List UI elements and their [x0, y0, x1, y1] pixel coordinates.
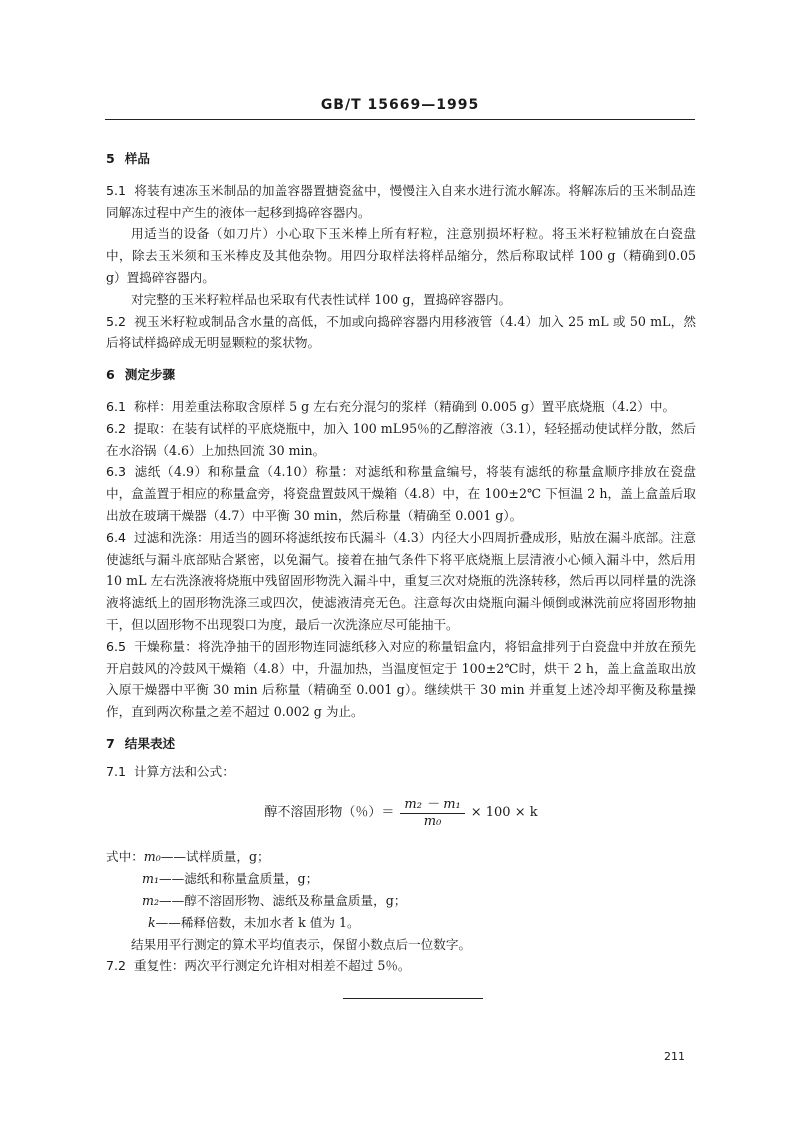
clause-text: 提取：在装有试样的平底烧瓶中，加入 100 mL95％的乙醇溶液（3.1），轻轻摇动使试样分散，然后在水浴锅（4.6）上加热回流 30 min。	[106, 420, 696, 458]
formula-rhs: × 100 × k	[470, 805, 538, 821]
legend-row	[106, 868, 696, 890]
paragraph-6-2	[106, 418, 696, 462]
paragraph-7-1-b: 结果用平行测定的算术平均值表示，保留小数点后一位数字。	[131, 936, 472, 952]
clause-number: 6.1	[106, 398, 127, 414]
legend-symbol: m₀	[143, 848, 161, 864]
legend-desc: ——醇不溶固形物、滤纸及称量盒质量，g；	[159, 892, 407, 908]
section-number: 6	[106, 367, 115, 383]
section-5-title	[106, 148, 696, 170]
paragraph-6-3	[106, 461, 696, 526]
paragraph-5-2	[106, 311, 696, 355]
clause-number: 7.2	[106, 958, 127, 974]
paragraph-5-1-b: 用适当的设备（如刀片）小心取下玉米棒上所有籽粒，注意别损坏籽粒。将玉米籽粒铺放在白瓷盘中，除去玉米须和玉米棒皮及其他杂物。用四分取样法将样品缩分，然后称取试样 100 g（精确到0.05 g）置捣碎容器内。	[106, 226, 696, 285]
legend-desc: ——滤纸和称量盒质量，g；	[159, 870, 319, 886]
standard-number-header: GB/T 15669—1995	[320, 97, 480, 113]
clause-number: 6.2	[106, 420, 127, 436]
clause-number: 5.1	[106, 182, 127, 198]
legend-prefix: 式中：	[106, 848, 144, 864]
end-rule	[343, 998, 483, 999]
legend-row	[106, 890, 696, 912]
section-title-text: 结果表述	[124, 735, 176, 751]
clause-text: 视玉米籽粒或制品含水量的高低，不加或向捣碎容器内用移液管（4.4）加入 25 mL 或 50 mL，然后将试样捣碎成无明显颗粒的浆状物。	[106, 313, 696, 351]
paragraph-7-2	[106, 955, 696, 977]
paragraph-6-4	[106, 527, 696, 636]
clause-text: 将装有速冻玉米制品的加盖容器置搪瓷盆中，慢慢注入自来水进行流水解冻。将解冻后的玉米制品连同解冻过程中产生的液体一起移到捣碎容器内。	[106, 182, 696, 220]
page-number: 211	[664, 1050, 685, 1063]
formula-denominator: m₀	[423, 813, 442, 829]
legend-row	[106, 846, 696, 868]
paragraph-6-1	[106, 396, 696, 418]
legend-row	[106, 912, 696, 934]
clause-number: 6.3	[106, 464, 127, 480]
section-number: 5	[106, 151, 115, 166]
paragraph-5-1-c: 对完整的玉米籽粒样品也采取有代表性试样 100 g，置捣碎容器内。	[131, 291, 512, 307]
formula-legend	[106, 846, 696, 934]
clause-text: 滤纸（4.9）和称量盒（4.10）称量：对滤纸和称量盒编号，将装有滤纸的称量盒顺序排放在瓷盘中，盒盖置于相应的称量盒旁，将瓷盘置鼓风干燥箱（4.8）中，在 100±2℃ 下恒温 2 h，盖上盒盖后取出放在玻璃干燥器（4.7）中平衡 30 min，然后称量（精确至 0.001 g）。	[106, 464, 696, 523]
section-title-text: 样品	[124, 151, 150, 166]
formula-numerator: m₂ － m₁	[400, 797, 464, 814]
formula-fraction	[400, 797, 464, 830]
clause-text: 重复性：两次平行测定允许相对相差不超过 5％。	[134, 958, 411, 974]
clause-number: 6.4	[106, 529, 127, 545]
legend-desc: ——稀释倍数，未加水者 k 值为 1。	[155, 914, 360, 930]
body-text	[106, 148, 696, 977]
formula-lhs: 醇不溶固形物（％）＝	[264, 805, 395, 821]
section-7-title	[106, 733, 696, 755]
paragraph-7-1	[106, 761, 696, 783]
clause-text: 干燥称量：将洗净抽干的固形物连同滤纸移入对应的称量铝盒内，将铝盒排列于白瓷盘中并放在预先开启鼓风的冷鼓风干燥箱（4.8）中，升温加热，当温度恒定于 100±2℃时，烘干 2 h，盖上盒盖取出放入原干燥器中平衡 30 min 后称量（精确至 0.001 g）。继续烘干 30 min 并重复上述冷却平衡及称量操作，直到两次称量之差不超过 0.002 g 为止。	[106, 638, 696, 720]
legend-desc: ——试样质量，g；	[160, 848, 270, 864]
formula	[106, 797, 696, 830]
header-rule	[105, 119, 695, 120]
clause-text: 称样：用差重法称取含原样 5 g 左右充分混匀的浆样（精确到 0.005 g）置平底烧瓶（4.2）中。	[134, 398, 676, 414]
clause-text: 计算方法和公式：	[134, 763, 235, 779]
clause-text: 过滤和洗涤：用适当的圆环将滤纸按布氏漏斗（4.3）内径大小四周折叠成形，贴放在漏斗底部。注意使滤纸与漏斗底部贴合紧密，以免漏气。接着在抽气条件下将平底烧瓶上层清液小心倾入漏斗中，然后用 10 mL 左右洗涤液将烧瓶中残留固形物洗入漏斗中，重复三次对烧瓶的洗涤转移，然后再以同样量的洗涤液将滤纸上的固形物洗涤三或四次，使滤液清亮无色。注意每次由烧瓶向漏斗倾倒或淋洗前应将固形物抽干，但以固形物不出现裂口为度，最后一次洗涤应尽可能抽干。	[106, 529, 696, 632]
legend-symbol: m₁	[142, 870, 159, 886]
paragraph-6-5	[106, 636, 696, 723]
clause-number: 7.1	[106, 763, 127, 779]
section-title-text: 测定步骤	[124, 367, 176, 383]
legend-symbol: m₂	[142, 892, 159, 908]
paragraph-5-1	[106, 180, 696, 224]
legend-symbol: k	[148, 914, 156, 930]
section-number: 7	[106, 735, 115, 751]
clause-number: 6.5	[106, 638, 127, 654]
clause-number: 5.2	[106, 313, 127, 329]
section-6-title	[106, 364, 696, 386]
